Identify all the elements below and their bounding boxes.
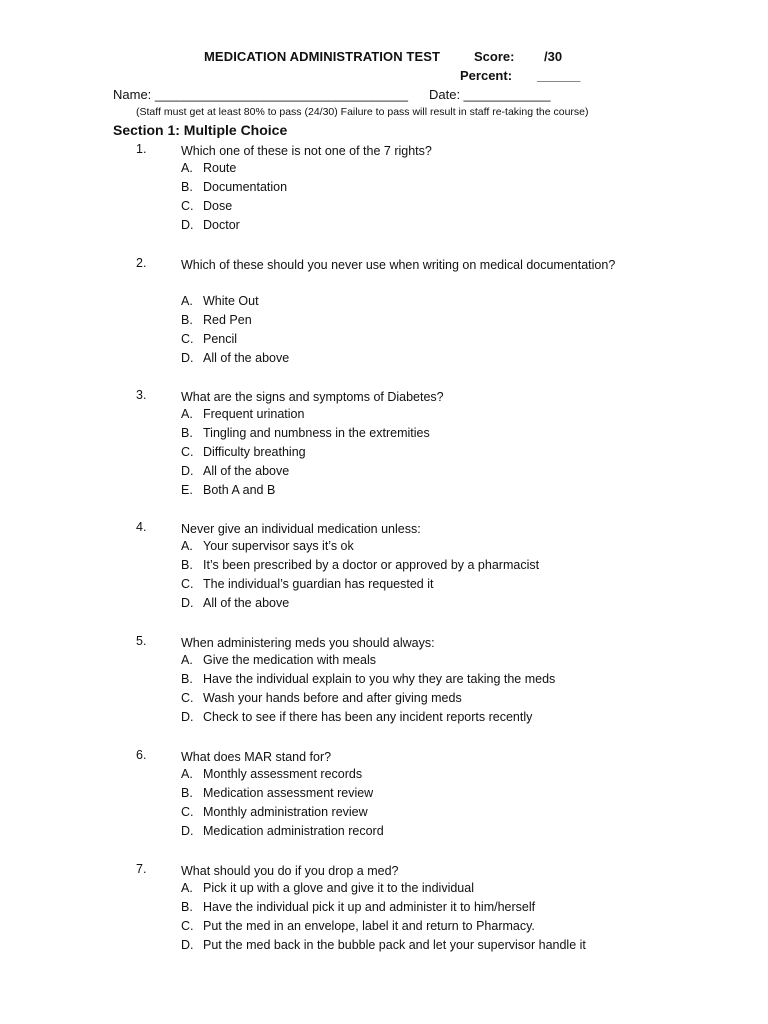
answer-option (181, 351, 289, 365)
question-text: What does MAR stand for? (181, 750, 332, 764)
question-text: What should you do if you drop a med? (181, 864, 399, 878)
option-letter: B. (181, 426, 193, 440)
option-letter: D. (181, 218, 194, 232)
question-number: 4. (136, 520, 147, 534)
option-text: Have the individual explain to you why they are taking the meds (203, 672, 556, 686)
option-text: Doctor (203, 218, 240, 232)
pass-requirement-note: (Staff must get at least 80% to pass (24/30) Failure to pass will result in staff re-taking the course) (136, 106, 589, 118)
answer-option (181, 426, 430, 440)
option-text: Check to see if there has been any incident reports recently (203, 710, 533, 724)
answer-option (181, 805, 368, 819)
answer-option (181, 483, 275, 497)
answer-option (181, 313, 252, 327)
option-text: Put the med in an envelope, label it and return to Pharmacy. (203, 919, 535, 933)
option-letter: D. (181, 464, 194, 478)
option-text: Have the individual pick it up and administer it to him/herself (203, 900, 536, 914)
percent-label: Percent: (460, 68, 513, 83)
option-text: It’s been prescribed by a doctor or approved by a pharmacist (203, 558, 540, 572)
percent-blank: ______ (537, 68, 581, 83)
answer-option (181, 919, 535, 933)
score-label: Score: (474, 49, 515, 64)
option-text: Tingling and numbness in the extremities (203, 426, 430, 440)
option-letter: C. (181, 332, 194, 346)
option-letter: B. (181, 672, 193, 686)
option-letter: B. (181, 313, 193, 327)
option-text: Give the medication with meals (203, 653, 376, 667)
answer-option (181, 180, 287, 194)
option-letter: D. (181, 824, 194, 838)
answer-option (181, 691, 462, 705)
option-text: The individual’s guardian has requested it (203, 577, 434, 591)
question-number: 1. (136, 142, 147, 156)
option-text: Monthly administration review (203, 805, 368, 819)
question-number: 6. (136, 748, 147, 762)
question-text: Which of these should you never use when writing on medical documentation? (181, 258, 616, 272)
answer-option (181, 407, 304, 421)
option-letter: C. (181, 691, 194, 705)
option-text: Difficulty breathing (203, 445, 306, 459)
answer-option (181, 900, 535, 914)
name-field-line: Name: ___________________________________ (113, 87, 408, 102)
option-letter: A. (181, 539, 193, 553)
option-letter: A. (181, 161, 193, 175)
option-text: All of the above (203, 464, 290, 478)
option-letter: A. (181, 407, 193, 421)
answer-option (181, 218, 240, 232)
option-text: All of the above (203, 351, 290, 365)
date-field-line: Date: ____________ (429, 87, 551, 102)
answer-option (181, 710, 532, 724)
option-letter: D. (181, 351, 194, 365)
option-text: Your supervisor says it’s ok (203, 539, 354, 553)
option-text: Red Pen (203, 313, 252, 327)
option-letter: A. (181, 881, 193, 895)
option-letter: C. (181, 805, 194, 819)
option-letter: C. (181, 577, 194, 591)
option-text: Documentation (203, 180, 288, 194)
answer-option (181, 938, 586, 952)
question-text: What are the signs and symptoms of Diabetes? (181, 390, 444, 404)
option-letter: B. (181, 558, 193, 572)
answer-option (181, 881, 474, 895)
answer-option (181, 464, 289, 478)
option-text: Pencil (203, 332, 238, 346)
option-text: Frequent urination (203, 407, 305, 421)
answer-option (181, 199, 232, 213)
answer-option (181, 539, 354, 553)
option-text: Medication assessment review (203, 786, 374, 800)
answer-option (181, 672, 555, 686)
option-text: Both A and B (203, 483, 276, 497)
answer-option (181, 445, 306, 459)
option-letter: B. (181, 900, 193, 914)
question-text: Never give an individual medication unless: (181, 522, 421, 536)
question-text: Which one of these is not one of the 7 rights? (181, 144, 432, 158)
option-letter: A. (181, 294, 193, 308)
answer-option (181, 653, 376, 667)
question-number: 2. (136, 256, 147, 270)
answer-option (181, 577, 433, 591)
option-text: White Out (203, 294, 259, 308)
score-value: /30 (544, 49, 563, 64)
answer-option (181, 786, 373, 800)
option-text: Dose (203, 199, 233, 213)
option-text: Medication administration record (203, 824, 384, 838)
answer-option (181, 332, 237, 346)
option-text: All of the above (203, 596, 290, 610)
option-letter: B. (181, 180, 193, 194)
answer-option (181, 824, 384, 838)
question-text: When administering meds you should always: (181, 636, 435, 650)
option-letter: C. (181, 199, 194, 213)
section-title: Section 1: Multiple Choice (113, 122, 288, 138)
option-text: Wash your hands before and after giving meds (203, 691, 462, 705)
option-letter: A. (181, 653, 193, 667)
answer-option (181, 596, 289, 610)
answer-option (181, 558, 539, 572)
question-number: 3. (136, 388, 147, 402)
option-letter: D. (181, 938, 194, 952)
answer-option (181, 161, 236, 175)
option-letter: C. (181, 445, 194, 459)
document-title: MEDICATION ADMINISTRATION TEST (204, 49, 441, 64)
answer-option (181, 294, 259, 308)
answer-option (181, 767, 362, 781)
option-letter: E. (181, 483, 193, 497)
option-letter: C. (181, 919, 194, 933)
option-text: Monthly assessment records (203, 767, 363, 781)
option-letter: D. (181, 596, 194, 610)
option-text: Pick it up with a glove and give it to the individual (203, 881, 474, 895)
option-letter: A. (181, 767, 193, 781)
option-letter: D. (181, 710, 194, 724)
question-number: 7. (136, 862, 147, 876)
question-number: 5. (136, 634, 147, 648)
option-letter: B. (181, 786, 193, 800)
option-text: Put the med back in the bubble pack and let your supervisor handle it (203, 938, 586, 952)
option-text: Route (203, 161, 237, 175)
